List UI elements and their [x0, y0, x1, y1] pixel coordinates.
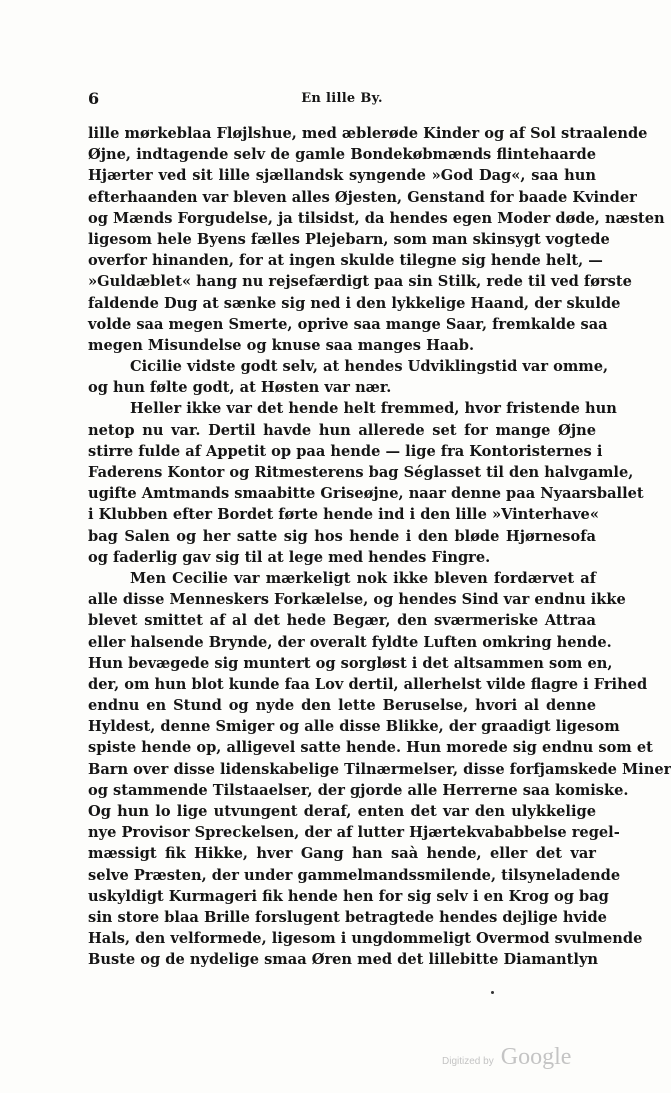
text-line: Cicilie vidste godt selv, at hendes Udviklingstid var omme, — [130, 358, 609, 376]
text-line: mæssigt fik Hikke, hver Gang han saà hende, eller det var — [88, 845, 596, 863]
text-line: og Mænds Forgudelse, ja tilsidst, da hendes egen Moder døde, næsten — [88, 209, 665, 227]
watermark-digitized-label: Digitized by — [442, 1056, 494, 1067]
text-line: bag Salen og her satte sig hos hende i den bløde Hjørnesofa — [88, 527, 596, 545]
text-line: Hun bevægede sig muntert og sorgløst i det altsammen som en, — [88, 654, 613, 672]
text-line: nye Provisor Spreckelsen, der af lutter Hjærtekvababbelse regel- — [88, 824, 620, 842]
text-line: megen Misundelse og knuse saa manges Haab. — [88, 336, 475, 354]
text-line: uskyldigt Kurmageri fik hende hen for sig selv i en Krog og bag — [88, 887, 609, 905]
text-line: netop nu var. Dertil havde hun allerede set for mange Øjne — [88, 421, 596, 439]
text-line: Hjærter ved sit lille sjællandsk syngende »God Dag«, saa hun — [88, 167, 596, 185]
text-line: blevet smittet af al det hede Begær, den sværmeriske Attraa — [88, 612, 596, 630]
text-line: og stammende Tilstaaelser, der gjorde alle Herrerne saa komiske. — [88, 781, 629, 799]
text-line: endnu en Stund og nyde den lette Beruselse, hvori al denne — [88, 697, 596, 715]
text-line: ugifte Amtmands smaabitte Griseøjne, naar denne paa Nyaarsballet — [88, 485, 644, 503]
page-number: 6 — [88, 89, 100, 108]
text-line: ligesom hele Byens fælles Plejebarn, som man skinsygt vogtede — [88, 230, 610, 248]
text-line: Og hun lo lige utvungent deraf, enten det var den ulykkelige — [88, 803, 596, 820]
page-header — [88, 89, 596, 111]
text-line: Hals, den velformede, ligesom i ungdommeligt Overmod svulmende — [88, 930, 643, 948]
text-line: faldende Dug at sænke sig ned i den lykkelige Haand, der skulde — [88, 294, 621, 312]
body-text — [88, 123, 671, 971]
text-line: Barn over disse lidenskabelige Tilnærmelser, disse forfjamskede Miner — [88, 760, 671, 778]
text-line: stirre fulde af Appetit op paa hende — lige fra Kontoristernes i — [88, 442, 603, 460]
google-logo: Google — [500, 1044, 572, 1070]
text-line: »Guldæblet« hang nu rejsefærdigt paa sin Stilk, rede til ved første — [88, 273, 632, 291]
text-line: Buste og de nydelige smaa Øren med det lillebitte Diamantlyn — [88, 951, 599, 969]
text-line: volde saa megen Smerte, oprive saa mange Saar, fremkalde saa — [88, 315, 608, 333]
text-line: i Klubben efter Bordet førte hende ind i den lille »Vinterhave« — [88, 506, 599, 524]
text-line: Øjne, indtagende selv de gamle Bondekøbmænds flintehaarde — [88, 146, 596, 164]
text-line: Men Cecilie var mærkeligt nok ikke bleven fordærvet af — [130, 569, 596, 587]
running-head: En lille By. — [301, 91, 383, 106]
text-line: sin store blaa Brille forslugent betragtede hendes dejlige hvide — [88, 908, 607, 926]
text-line: alle disse Menneskers Forkælelse, og hendes Sind var endnu ikke — [88, 591, 626, 609]
digitized-watermark — [442, 1044, 582, 1076]
text-line: eller halsende Brynde, der overalt fyldte Luften omkring hende. — [88, 633, 612, 651]
text-line: Heller ikke var det hende helt fremmed, hvor fristende hun — [130, 400, 617, 418]
text-line: spiste hende op, alligevel satte hende. Hun morede sig endnu som et — [88, 739, 653, 757]
text-line: overfor hinanden, for at ingen skulde tilegne sig hende helt, — — [88, 252, 603, 270]
text-line: og faderlig gav sig til at lege med hendes Fingre. — [88, 548, 491, 566]
text-line: selve Præsten, der under gammelmandssmilende, tilsyneladende — [88, 866, 621, 884]
text-line: lille mørkeblaa Fløjlshue, med æblerøde Kinder og af Sol straalende — [88, 125, 648, 142]
ink-speck — [491, 991, 494, 994]
text-line: der, om hun blot kunde faa Lov dertil, allerhelst vilde flagre i Frihed — [88, 675, 648, 693]
text-line: og hun følte godt, at Høsten var nær. — [88, 379, 392, 397]
text-line: Hyldest, denne Smiger og alle disse Blikke, der graadigt ligesom — [88, 718, 620, 736]
text-line: Faderens Kontor og Ritmesterens bag Séglasset til den halvgamle, — [88, 464, 634, 481]
text-line: efterhaanden var bleven alles Øjesten, Genstand for baade Kvinder — [88, 188, 637, 206]
